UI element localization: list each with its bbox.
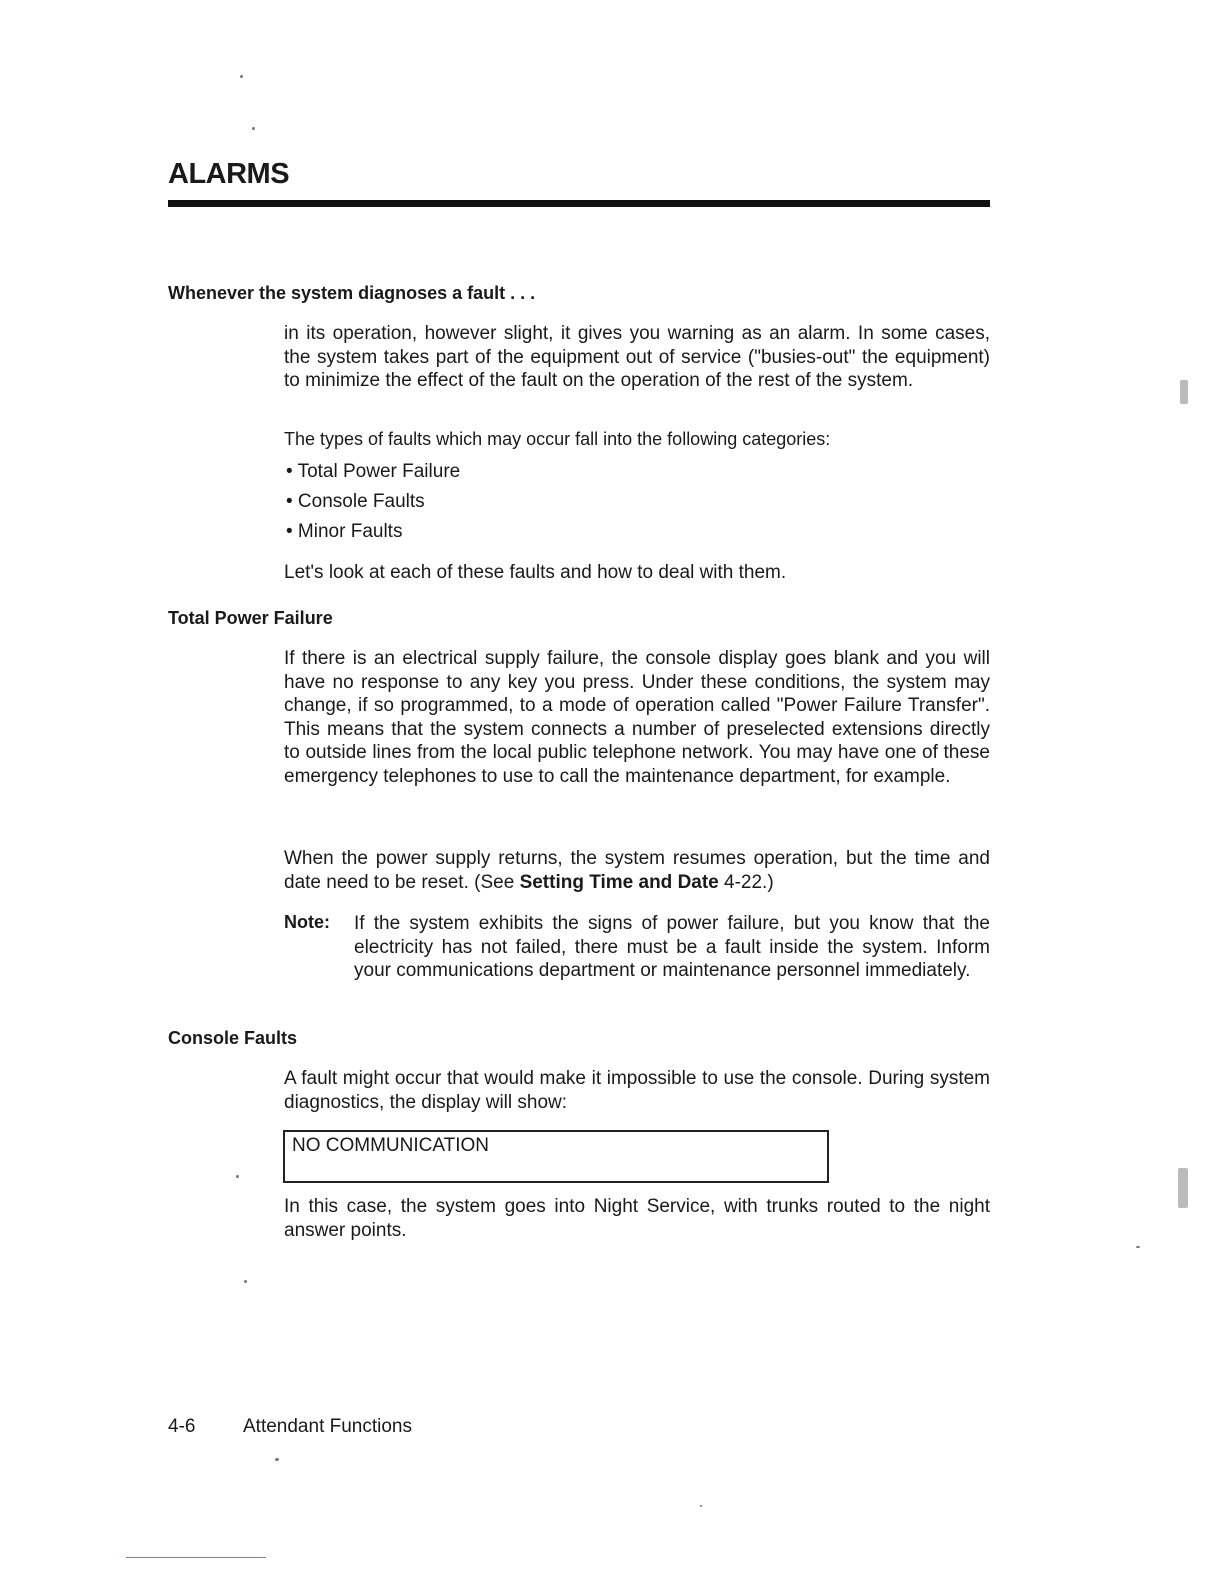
scan-speck — [1180, 380, 1188, 404]
footer-page-number: 4-6 — [168, 1416, 196, 1437]
console-faults-paragraph: A fault might occur that would make it impossible to use the console. During system diagnostics, the display will show: — [284, 1068, 990, 1113]
intro-closing: Let's look at each of these faults and how to deal with them. — [284, 562, 787, 583]
console-display-box — [283, 1130, 829, 1183]
note-text: If the system exhibits the signs of power failure, but you know that the electricity has not failed, there must be a fault inside the system. Inform your communications department or maintenance personnel immediately. — [354, 913, 990, 981]
scan-speck — [700, 1505, 702, 1507]
console-faults-heading: Console Faults — [168, 1028, 298, 1048]
bullet-total-power-failure: • Total Power Failure — [286, 461, 461, 482]
setting-time-date-reference: Setting Time and Date — [519, 871, 719, 893]
page-reference: 4-22.) — [718, 871, 774, 893]
bullet-console-faults: • Console Faults — [286, 491, 425, 512]
scan-speck — [275, 1458, 279, 1461]
night-service-paragraph: In this case, the system goes into Night Service, with trunks routed to the night answer points. — [284, 1196, 990, 1241]
footer-section-title: Attendant Functions — [243, 1416, 412, 1437]
power-returns-text: When the power supply returns, the system resumes operation, but the time and date need to be reset. (See — [284, 848, 990, 893]
scan-speck — [1136, 1246, 1140, 1248]
display-message: NO COMMUNICATION — [292, 1135, 490, 1156]
total-power-failure-paragraph: If there is an electrical supply failure, the console display goes blank and you will have no response to any key you press. Under these conditions, the system may change, if so programmed, to a mode of operation called "Power Failure Transfer". This means that the system connects a number of preselected extensions directly to outside lines from the local public telephone network. You may have one of these emergency telephones to use to call the maintenance department, for example. — [284, 648, 990, 787]
scan-speck — [244, 1280, 247, 1283]
bullet-minor-faults: • Minor Faults — [286, 521, 403, 542]
page-title: ALARMS — [168, 158, 290, 190]
fault-types-intro: The types of faults which may occur fall into the following categories: — [284, 429, 831, 449]
total-power-failure-heading: Total Power Failure — [168, 608, 333, 628]
bottom-edge-line — [126, 1557, 266, 1558]
note-label: Note: — [284, 912, 330, 932]
title-rule — [168, 200, 990, 207]
scan-speck — [240, 75, 243, 78]
power-returns-paragraph — [284, 847, 990, 894]
scan-speck — [236, 1175, 239, 1178]
scan-speck — [1178, 1168, 1188, 1208]
intro-heading: Whenever the system diagnoses a fault . . . — [168, 283, 536, 303]
intro-paragraph: in its operation, however slight, it gives you warning as an alarm. In some cases, the system takes part of the equipment out of service ("busies-out" the equipment) to minimize the effect of the fault on the operation of the rest of the system. — [284, 323, 990, 391]
scan-speck — [252, 127, 255, 130]
